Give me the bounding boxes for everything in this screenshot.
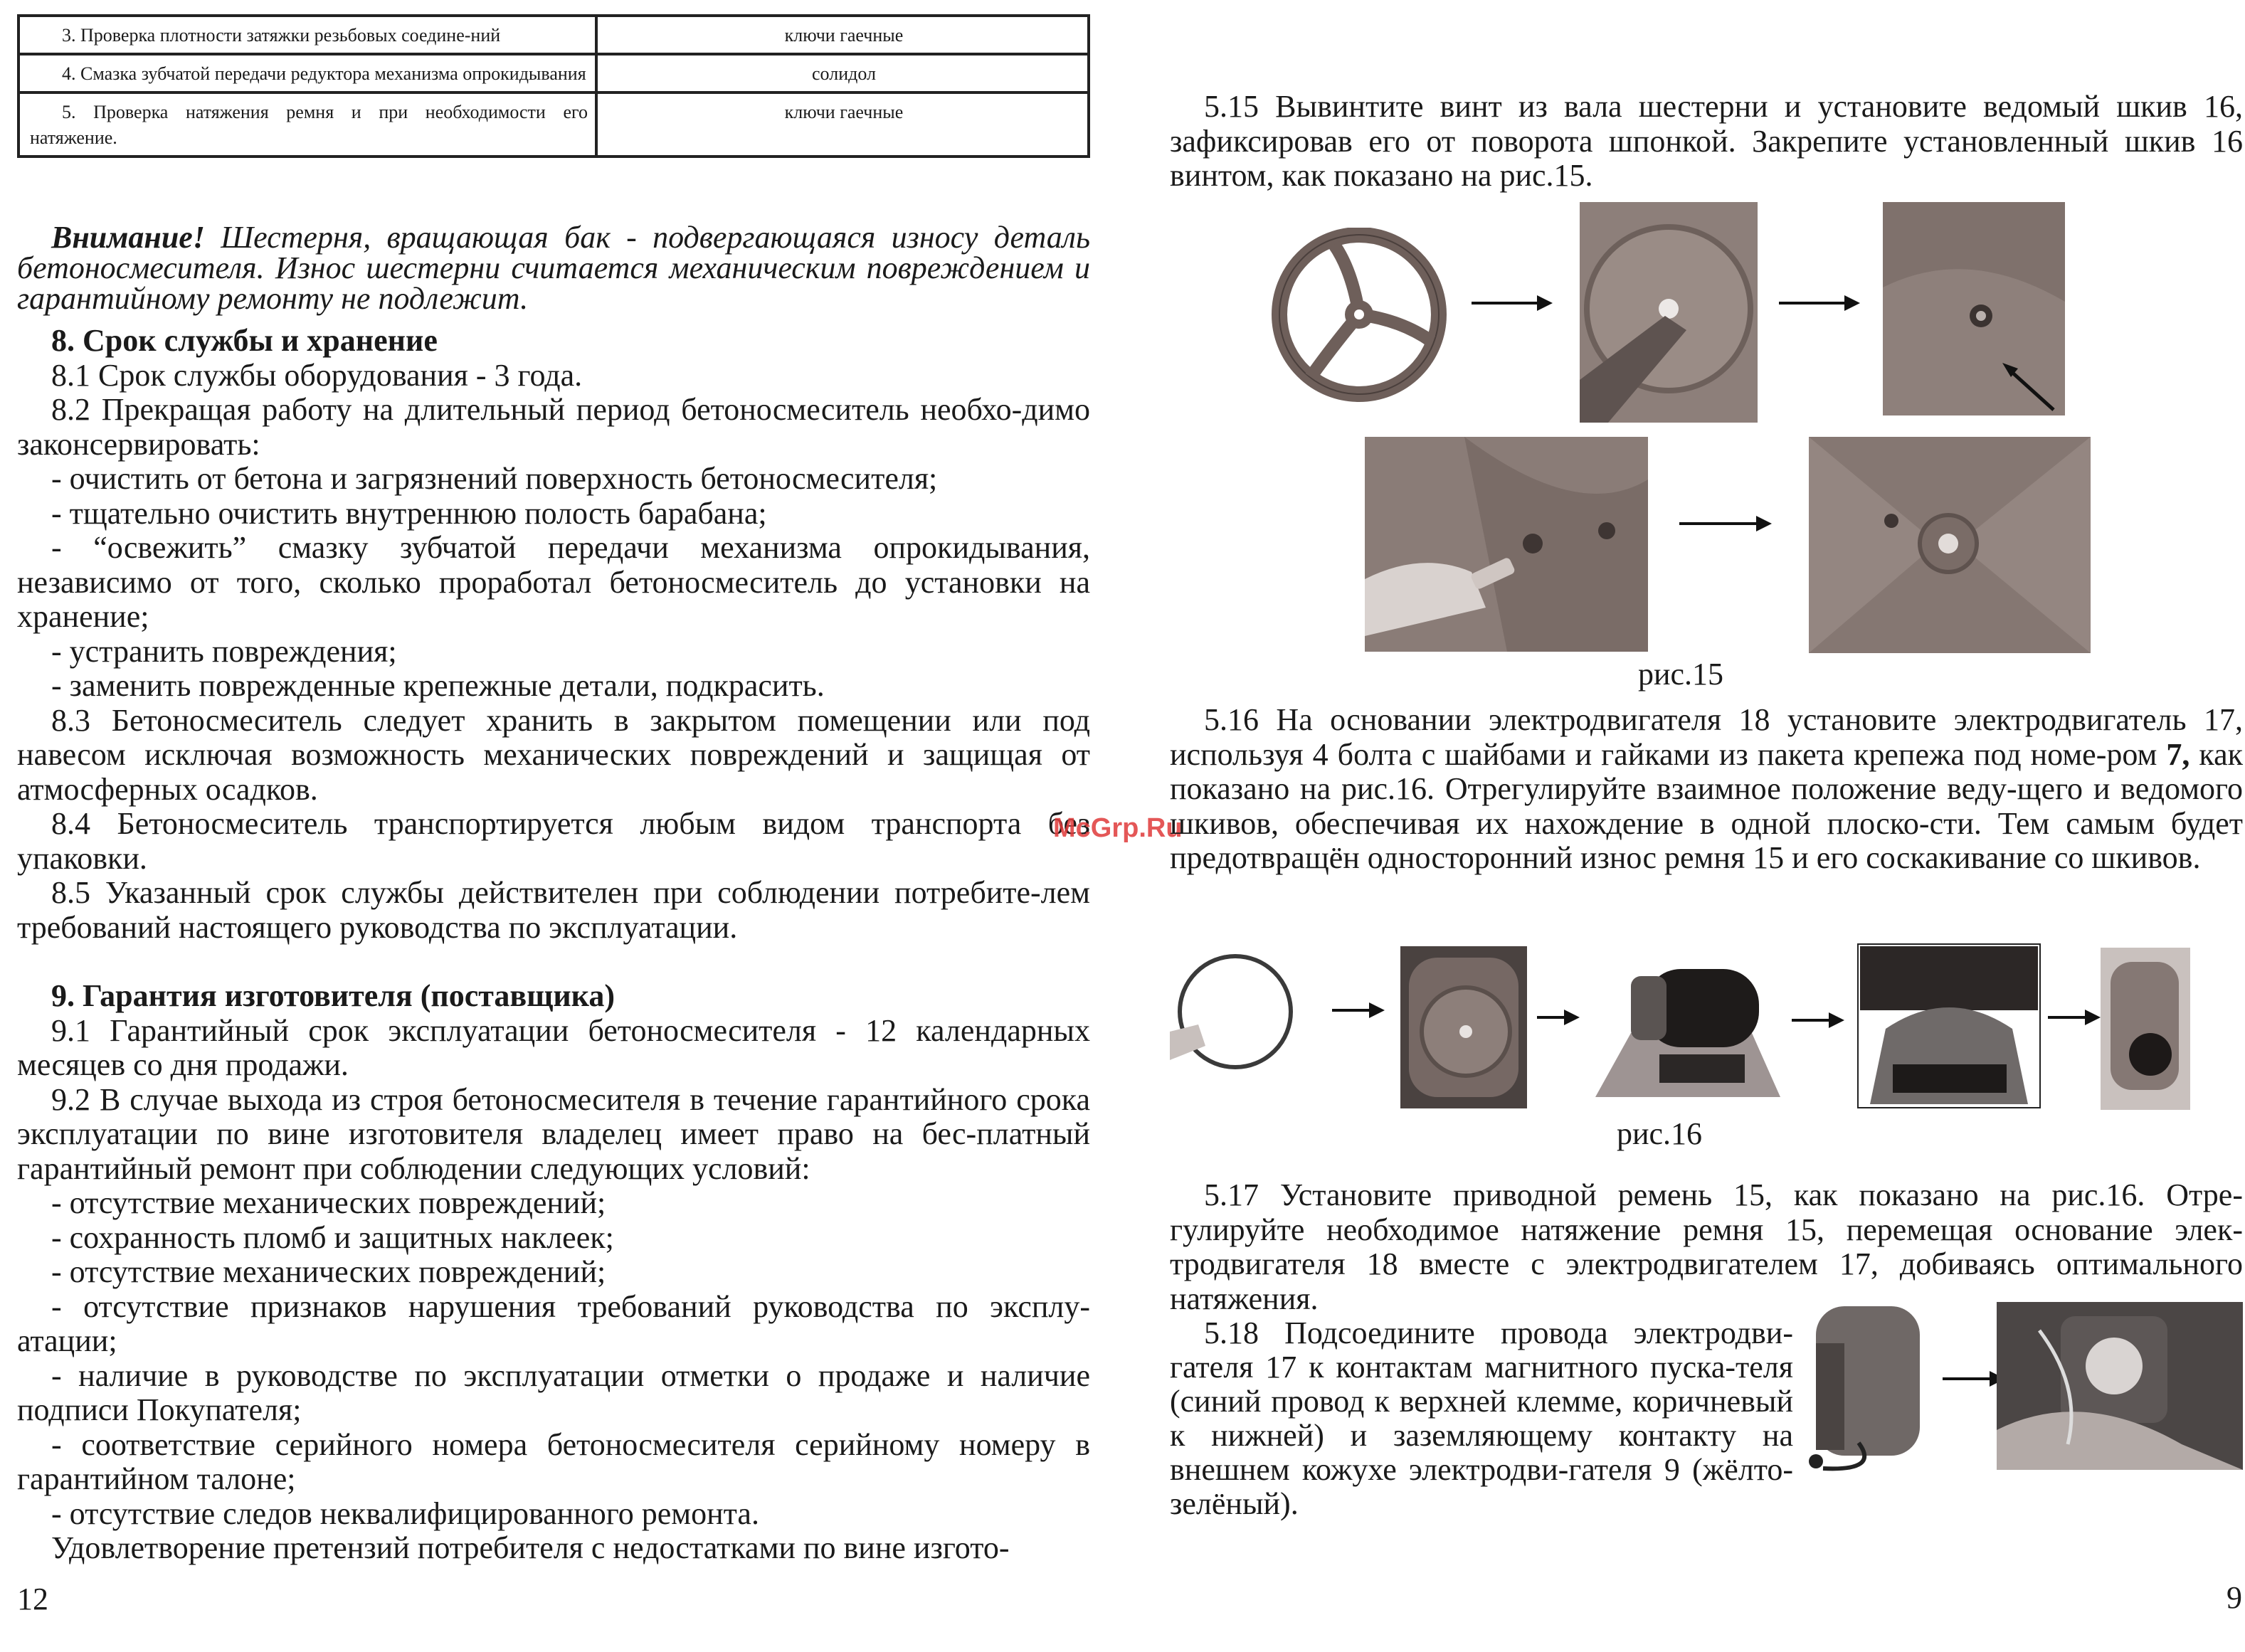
section-8-list-item: - очистить от бетона и загрязнений поверхность бетоносмесителя; xyxy=(51,461,938,496)
right-page xyxy=(1153,0,2245,1652)
warning-text: Шестерня, вращающая бак - подвергающаяся износу деталь бетоносмесителя. Износ шестерни считается механическим повреждением и гарантийному ремонту не подлежит. xyxy=(17,220,1090,316)
section-8-list-item: - тщательно очистить внутреннюю полость барабана; xyxy=(51,495,767,531)
left-page xyxy=(0,0,1110,1652)
figure-16-caption: рис.16 xyxy=(1616,1116,1703,1151)
section-9-paragraph: Удовлетворение претензий потребителя с недостатками по вине изгото- xyxy=(51,1530,1010,1565)
arrow-icon xyxy=(1943,1377,2002,1380)
warning-note xyxy=(17,222,1090,314)
section-8-paragraph: 8.2 Прекращая работу на длительный период бетоносмеситель необхо-димо законсервировать: xyxy=(17,392,1090,462)
page-number-left: 12 xyxy=(17,1582,48,1616)
section-9-title: 9. Гарантия изготовителя (поставщика) xyxy=(51,978,616,1013)
section-9-list-item: - отсутствие следов неквалифицированного ремонта. xyxy=(51,1495,759,1531)
left-body xyxy=(17,222,1090,1566)
arrow-icon xyxy=(2048,1016,2098,1019)
section-9-list-item: - сохранность пломб и защитных наклеек; xyxy=(51,1219,614,1255)
section-8-paragraph: 8.1 Срок службы оборудования - 3 года. xyxy=(51,357,583,393)
pulley-wheel-image xyxy=(1267,228,1452,402)
section-9-paragraph: 9.1 Гарантийный срок эксплуатации бетоносмесителя - 12 календарных месяцев со дня продажи. xyxy=(17,1012,1090,1082)
section-8-paragraph: 8.3 Бетоносмеситель следует хранить в закрытом помещении или под навесом исключая возможность механических повреждений и защищая от атмосферных осадков. xyxy=(17,702,1090,807)
figure-15-caption: рис.15 xyxy=(1637,657,1724,692)
section-8-list-item: - заменить поврежденные крепежные детали, подкрасить. xyxy=(51,668,825,703)
table-cell-work: 5. Проверка натяжения ремня и при необходимости его натяжение. xyxy=(19,92,596,157)
photo-belt-installed xyxy=(2101,948,2190,1110)
photo-electric-motor xyxy=(1588,948,1789,1108)
table-cell-tool: ключи гаечные xyxy=(596,16,1089,54)
photo-pulley-installed xyxy=(1809,437,2091,653)
watermark: McGrp.Ru xyxy=(1053,813,1183,843)
photo-drum-pulley xyxy=(1400,946,1527,1108)
step-5-18: 5.18 Подсоедините провода электродви-гателя 17 к контактам магнитного пуска-теля (синий провод к верхней клемме, коричневый к нижней) и заземляющему контакту на внешнем кожухе электродви-гателя 9 (жёлто-зелёный). xyxy=(1170,1315,1793,1521)
section-9-list-item: - соответствие серийного номера бетоносмесителя серийному номеру в гарантийном талоне; xyxy=(17,1426,1090,1496)
section-8-list-item: - устранить повреждения; xyxy=(51,633,397,669)
section-8-paragraph: 8.4 Бетоносмеситель транспортируется любым видом транспорта без упаковки. xyxy=(17,806,1090,876)
section-9-list-item: - отсутствие механических повреждений; xyxy=(51,1185,606,1220)
arrow-icon xyxy=(1472,302,1550,305)
section-9-list-item: - отсутствие признаков нарушения требований руководства по эксплу-атации; xyxy=(17,1288,1090,1358)
section-9-paragraph: 9.2 В случае выхода из строя бетоносмесителя в течение гарантийного срока эксплуатации по вине изготовителя владелец имеет право на бес-платный гарантийный ремонт при соблюдении следующих условий: xyxy=(17,1081,1090,1186)
table-cell-work: 4. Смазка зубчатой передачи редуктора механизма опрокидывания xyxy=(19,54,596,92)
step-5-16: 5.16 На основании электродвигателя 18 установите электродвигатель 17, используя 4 болта с шайбами и гайками из пакета крепежа под номе-ром 7, как показано на рис.16. Отрегулируйте взаимное положение веду-щего и ведомого шкивов, обеспечивая их нахождение в одной плоско-сти. Тем самым будет предотвращён односторонний износ ремня 15 и его соскакивание со шкивов. xyxy=(1170,702,2244,875)
arrow-icon xyxy=(1332,1009,1382,1012)
page-number-right: 9 xyxy=(2226,1580,2242,1615)
section-8-list-item: - “освежить” смазку зубчатой передачи механизма опрокидывания, независимо от того, сколько проработал бетоносмеситель до установки на хранение; xyxy=(17,530,1090,634)
table-row xyxy=(19,92,1089,157)
arrow-icon xyxy=(1537,1016,1577,1019)
step-5-15: 5.15 Вывинтите винт из вала шестерни и установите ведомый шкив 16, зафиксировав его от поворота шпонкой. Закрепите установленный шкив 16 винтом, как показано на рис.15. xyxy=(1170,89,2243,193)
warning-label: Внимание! xyxy=(51,220,205,255)
section-8-title: 8. Срок службы и хранение xyxy=(51,323,438,358)
arrow-icon xyxy=(1792,1019,1842,1022)
photo-pulley-fitting xyxy=(1365,437,1648,652)
photo-wire-connection xyxy=(1997,1302,2243,1470)
table-cell-tool: солидол xyxy=(596,54,1089,92)
table-row xyxy=(19,54,1089,92)
drive-belt-image xyxy=(1170,946,1298,1081)
section-8-paragraph: 8.5 Указанный срок службы действителен при соблюдении потребите-лем требований настоящего руководства по эксплуатации. xyxy=(17,875,1090,945)
arrow-icon xyxy=(1779,302,1857,305)
table-row xyxy=(19,16,1089,54)
photo-motor-mount xyxy=(1857,943,2041,1108)
photo-drum-shaft xyxy=(1580,202,1758,423)
section-9-list-item: - наличие в руководстве по эксплуатации отметки о продаже и наличие подписи Покупателя; xyxy=(17,1357,1090,1427)
arrow-icon xyxy=(1679,522,1769,525)
section-9-list-item: - отсутствие механических повреждений; xyxy=(51,1254,606,1289)
photo-shaft-key xyxy=(1883,202,2065,415)
step-5-17: 5.17 Установите приводной ремень 15, как показано на рис.16. Отре-гулируйте необходимое натяжение ремня 15, перемещая основание элек-тродвигателя 18 вместе с электродвигателем 17, добиваясь оптимального натяжения. xyxy=(1170,1177,2243,1316)
maintenance-table xyxy=(17,14,1090,158)
photo-magnetic-starter xyxy=(1802,1301,1927,1473)
table-cell-work: 3. Проверка плотности затяжки резьбовых соедине-ний xyxy=(19,16,596,54)
table-cell-tool: ключи гаечные xyxy=(596,92,1089,157)
